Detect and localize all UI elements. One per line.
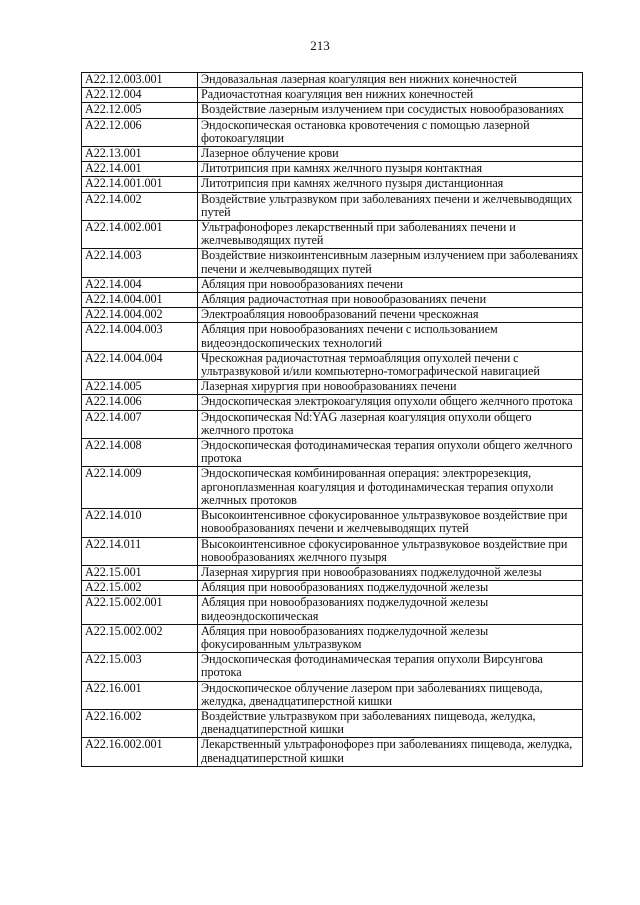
- table-row: [82, 73, 583, 88]
- procedure-description: Эндоскопическая фотодинамическая терапия опухоли общего желчного протока: [198, 439, 583, 467]
- procedure-description: Абляция при новообразованиях печени: [198, 277, 583, 292]
- table-row: [82, 249, 583, 277]
- procedure-description: Эндоскопическое облучение лазером при заболеваниях пищевода, желудка, двенадцатиперстной кишки: [198, 681, 583, 709]
- procedure-description: Электроабляция новообразований печени чрескожная: [198, 308, 583, 323]
- procedure-description: Радиочастотная коагуляция вен нижних конечностей: [198, 88, 583, 103]
- procedure-description: Абляция радиочастотная при новообразованиях печени: [198, 293, 583, 308]
- procedure-description: Абляция при новообразованиях поджелудочной железы: [198, 581, 583, 596]
- procedure-code: A22.14.004.002: [82, 308, 198, 323]
- table-row: [82, 738, 583, 766]
- table-row: [82, 624, 583, 652]
- table-row: [82, 177, 583, 192]
- procedure-code: A22.14.004.001: [82, 293, 198, 308]
- procedure-description: Эндоскопическая комбинированная операция: электрорезекция, аргоноплазменная коагуляция и фотодинамическая терапия опухоли желчных протоков: [198, 467, 583, 509]
- procedure-code: A22.14.002: [82, 192, 198, 220]
- procedure-code: A22.14.003: [82, 249, 198, 277]
- table-row: [82, 709, 583, 737]
- procedure-code: A22.16.002.001: [82, 738, 198, 766]
- procedure-code: A22.14.001: [82, 162, 198, 177]
- table-row: [82, 103, 583, 118]
- procedure-description: Ультрафонофорез лекарственный при заболеваниях печени и желчевыводящих путей: [198, 221, 583, 249]
- procedure-code: A22.14.004: [82, 277, 198, 292]
- table-row: [82, 88, 583, 103]
- procedure-code: A22.14.004.003: [82, 323, 198, 351]
- table-row: [82, 565, 583, 580]
- procedure-code: A22.14.008: [82, 439, 198, 467]
- table-row: [82, 118, 583, 146]
- procedure-description: Эндоскопическая фотодинамическая терапия опухоли Вирсунгова протока: [198, 653, 583, 681]
- procedure-code: A22.14.005: [82, 380, 198, 395]
- procedure-description: Воздействие низкоинтенсивным лазерным излучением при заболеваниях печени и желчевыводящих путей: [198, 249, 583, 277]
- procedure-description: Эндоскопическая электрокоагуляция опухоли общего желчного протока: [198, 395, 583, 410]
- procedure-code: A22.15.001: [82, 565, 198, 580]
- procedure-description: Эндовазальная лазерная коагуляция вен нижних конечностей: [198, 73, 583, 88]
- table-row: [82, 653, 583, 681]
- table-row: [82, 467, 583, 509]
- procedure-codes-table: [81, 72, 583, 767]
- table-row: [82, 308, 583, 323]
- procedure-description: Высокоинтенсивное сфокусированное ультразвуковое воздействие при новообразованиях печени и желчевыводящих путей: [198, 509, 583, 537]
- table-row: [82, 323, 583, 351]
- table-row: [82, 351, 583, 379]
- procedure-code: A22.15.003: [82, 653, 198, 681]
- procedure-description: Воздействие ультразвуком при заболеваниях печени и желчевыводящих путей: [198, 192, 583, 220]
- procedure-code: A22.12.006: [82, 118, 198, 146]
- table-row: [82, 277, 583, 292]
- procedure-code: A22.14.009: [82, 467, 198, 509]
- procedure-description: Литотрипсия при камнях желчного пузыря контактная: [198, 162, 583, 177]
- table-row: [82, 162, 583, 177]
- procedure-description: Лазерное облучение крови: [198, 147, 583, 162]
- procedure-code: A22.14.004.004: [82, 351, 198, 379]
- procedure-description: Абляция при новообразованиях печени с использованием видеоэндоскопических технологий: [198, 323, 583, 351]
- procedure-description: Лазерная хирургия при новообразованиях печени: [198, 380, 583, 395]
- procedure-code: A22.16.001: [82, 681, 198, 709]
- table-row: [82, 192, 583, 220]
- procedure-code: A22.16.002: [82, 709, 198, 737]
- procedure-code: A22.14.001.001: [82, 177, 198, 192]
- procedure-description: Лазерная хирургия при новообразованиях поджелудочной железы: [198, 565, 583, 580]
- table-row: [82, 221, 583, 249]
- table-row: [82, 537, 583, 565]
- procedure-description: Лекарственный ультрафонофорез при заболеваниях пищевода, желудка, двенадцатиперстной кишки: [198, 738, 583, 766]
- procedure-code: A22.14.002.001: [82, 221, 198, 249]
- procedure-code: A22.14.007: [82, 410, 198, 438]
- table-row: [82, 439, 583, 467]
- page-number: 213: [310, 38, 330, 53]
- procedure-description: Абляция при новообразованиях поджелудочной железы фокусированным ультразвуком: [198, 624, 583, 652]
- procedure-description: Литотрипсия при камнях желчного пузыря дистанционная: [198, 177, 583, 192]
- procedure-description: Воздействие ультразвуком при заболеваниях пищевода, желудка, двенадцатиперстной кишки: [198, 709, 583, 737]
- procedure-description: Эндоскопическая Nd:YAG лазерная коагуляция опухоли общего желчного протока: [198, 410, 583, 438]
- procedure-code: A22.12.003.001: [82, 73, 198, 88]
- table-body: [82, 73, 583, 767]
- procedure-description: Абляция при новообразованиях поджелудочной железы видеоэндоскопическая: [198, 596, 583, 624]
- table-row: [82, 410, 583, 438]
- table-row: [82, 293, 583, 308]
- procedure-description: Высокоинтенсивное сфокусированное ультразвуковое воздействие при новообразованиях желчного пузыря: [198, 537, 583, 565]
- table-row: [82, 395, 583, 410]
- procedure-code: A22.14.006: [82, 395, 198, 410]
- procedure-description: Чрескожная радиочастотная термоабляция опухолей печени с ультразвуковой и/или компьютерно-томографической навигацией: [198, 351, 583, 379]
- procedure-code: A22.12.004: [82, 88, 198, 103]
- procedure-description: Эндоскопическая остановка кровотечения с помощью лазерной фотокоагуляции: [198, 118, 583, 146]
- table-row: [82, 681, 583, 709]
- procedure-code: A22.15.002: [82, 581, 198, 596]
- procedure-code: A22.14.010: [82, 509, 198, 537]
- procedure-code: A22.15.002.002: [82, 624, 198, 652]
- table-row: [82, 147, 583, 162]
- table-row: [82, 509, 583, 537]
- procedure-code: A22.14.011: [82, 537, 198, 565]
- table-row: [82, 581, 583, 596]
- procedure-code: A22.12.005: [82, 103, 198, 118]
- procedure-code: A22.13.001: [82, 147, 198, 162]
- procedure-code: A22.15.002.001: [82, 596, 198, 624]
- table-row: [82, 596, 583, 624]
- procedure-description: Воздействие лазерным излучением при сосудистых новообразованиях: [198, 103, 583, 118]
- table-row: [82, 380, 583, 395]
